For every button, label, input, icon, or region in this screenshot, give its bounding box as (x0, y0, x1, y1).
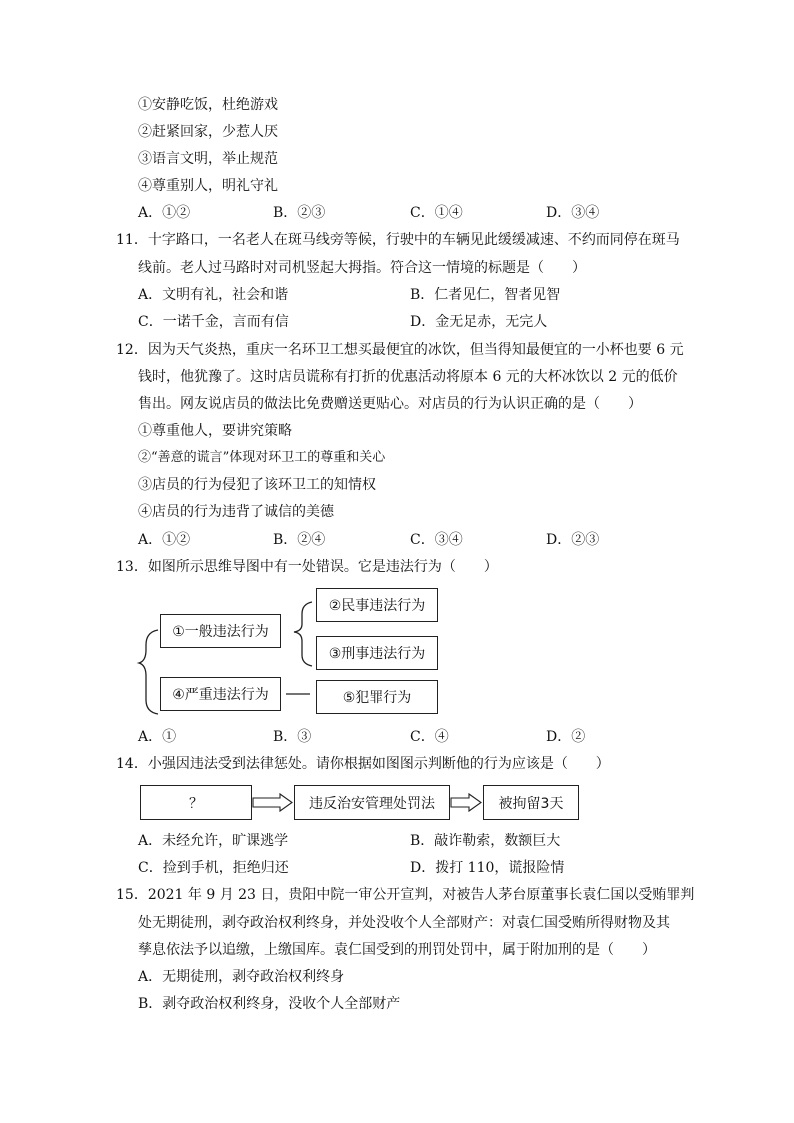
q12-option-c[interactable]: C．③④ (410, 532, 463, 548)
q13-box-general-label: ①一般违法行为 (172, 624, 269, 640)
q10-item-3: ③语言文明，举止规范 (138, 151, 278, 167)
q13-option-c[interactable]: C．④ (410, 729, 449, 745)
q10-option-c[interactable]: C．①④ (410, 205, 463, 221)
q12-stem-line-1: 12．因为天气炎热，重庆一名环卫工想买最便宜的冰饮，但当得知最便宜的一小杯也要 6 元 (116, 342, 684, 358)
q13-option-b[interactable]: B．③ (273, 729, 312, 745)
q13-box-civil-label: ②民事违法行为 (328, 598, 426, 614)
q12-option-a[interactable]: A．①② (138, 532, 191, 548)
q10-option-d[interactable]: D．③④ (546, 205, 600, 221)
q10-item-1: ①安静吃饭，杜绝游戏 (138, 97, 278, 113)
q13-stem: 13．如图所示思维导图中有一处错误。它是违法行为（ ） (116, 559, 498, 575)
q14-flow-unknown-label: ？ (189, 795, 203, 812)
q13-box-serious-label: ④严重违法行为 (172, 687, 269, 703)
q14-stem: 14．小强因违法受到法律惩处。请你根据如图图示判断他的行为应该是（ ） (116, 756, 610, 772)
q14-option-a[interactable]: A．未经允许，旷课逃学 (138, 833, 289, 849)
q13-option-d[interactable]: D．② (546, 729, 586, 745)
q14-flow-result-label: 被拘留3天 (498, 795, 564, 812)
q15-stem-line-2: 处无期徒刑，剥夺政治权利终身，并处没收个人全部财产：对袁仁国受贿所得财物及其 (138, 915, 670, 931)
q10-option-a[interactable]: A．①② (138, 205, 191, 221)
q13-option-a[interactable]: A．① (138, 729, 177, 745)
q12-item-4: ④店员的行为违背了诚信的美德 (138, 504, 334, 520)
q11-stem-line-1: 11．十字路口，一名老人在斑马线旁等候，行驶中的车辆见此缓缓减速、不约而同停在斑马 (116, 232, 680, 248)
q14-arrow-1-icon (253, 794, 292, 811)
q12-option-d[interactable]: D．②③ (546, 532, 600, 548)
q14-arrow-2-icon (451, 794, 481, 811)
q12-item-2: ②“善意的谎言”体现对环卫工的尊重和关心 (138, 450, 386, 465)
q11-option-b[interactable]: B．仁者见仁，智者见智 (410, 287, 561, 303)
q12-stem-line-3: 售出。网友说店员的做法比免费赠送更贴心。对店员的行为认识正确的是（ ） (138, 396, 642, 412)
q11-stem-line-2: 线前。老人过马路时对司机竖起大拇指。符合这一情境的标题是（ ） (138, 260, 586, 276)
q13-box-crime-label: ⑤犯罪行为 (342, 690, 412, 706)
q12-stem-line-2: 钱时，他犹豫了。这时店员谎称有打折的优惠活动将原本 6 元的大杯冰饮以 2 元的低价 (138, 369, 678, 385)
q14-option-b[interactable]: B．敲诈勒索，数额巨大 (410, 833, 561, 849)
q14-option-d[interactable]: D．拨打 110，谎报险情 (410, 860, 565, 876)
q15-stem-line-3: 孳息依法予以追缴，上缴国库。袁仁国受到的刑罚处罚中，属于附加刑的是（ ） (138, 942, 656, 958)
q12-item-1: ①尊重他人，要讲究策略 (138, 423, 292, 439)
q11-option-d[interactable]: D．金无足赤，无完人 (410, 314, 548, 330)
q12-option-b[interactable]: B．②④ (273, 532, 326, 548)
q10-item-2: ②赶紧回家，少惹人厌 (138, 124, 278, 140)
q10-item-4: ④尊重别人，明礼守礼 (138, 178, 278, 194)
q15-option-b[interactable]: B．剥夺政治权利终身，没收个人全部财产 (138, 996, 401, 1012)
q15-stem-line-1: 15．2021 年 9 月 23 日，贵阳中院一审公开宣判，对被告人茅台原董事长袁仁国以受贿罪判 (116, 887, 695, 903)
q15-option-a[interactable]: A．无期徒刑，剥夺政治权利终身 (138, 969, 345, 985)
q12-item-3: ③店员的行为侵犯了该环卫工的知情权 (138, 477, 376, 493)
q10-option-b[interactable]: B．②③ (273, 205, 326, 221)
q14-flow-law-label: 违反治安管理处罚法 (309, 795, 435, 812)
q13-box-criminal-label: ③刑事违法行为 (328, 646, 426, 662)
q11-option-c[interactable]: C．一诺千金，言而有信 (138, 314, 289, 330)
q11-option-a[interactable]: A．文明有礼，社会和谐 (138, 287, 289, 303)
q14-option-c[interactable]: C．捡到手机，拒绝归还 (138, 860, 289, 876)
